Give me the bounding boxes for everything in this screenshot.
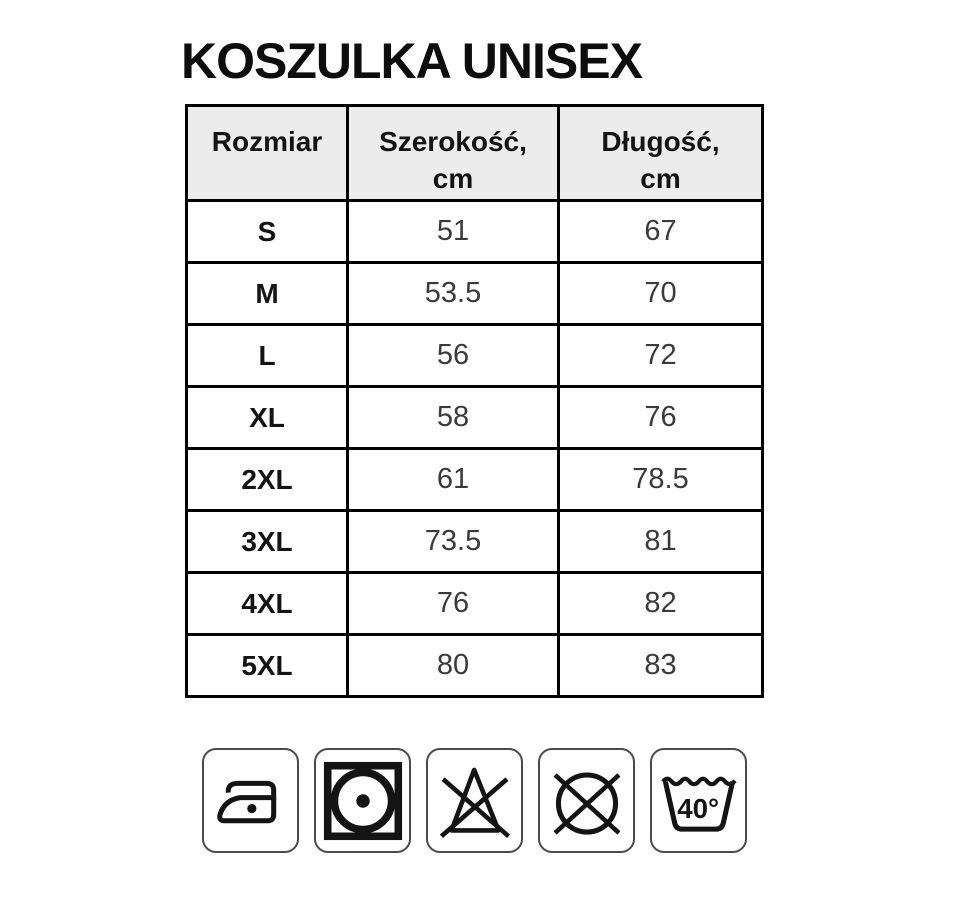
size-cell: L: [187, 325, 348, 387]
width-cell: 61: [348, 449, 559, 511]
length-cell: 67: [559, 201, 763, 263]
do-not-bleach-icon: [433, 756, 517, 846]
length-cell: 82: [559, 573, 763, 635]
header-width-label: Szerokość,: [379, 126, 527, 157]
size-cell: 5XL: [187, 635, 348, 697]
width-cell: 80: [348, 635, 559, 697]
length-cell: 81: [559, 511, 763, 573]
table-row-3xl: [187, 511, 763, 573]
width-cell: 53.5: [348, 263, 559, 325]
size-cell: XL: [187, 387, 348, 449]
header-width-unit: cm: [432, 162, 474, 194]
care-symbol-tumble-dry: [314, 748, 411, 853]
width-cell: 51: [348, 201, 559, 263]
length-cell: 78.5: [559, 449, 763, 511]
table-row-s: [187, 201, 763, 263]
care-symbol-iron: [202, 748, 299, 853]
width-cell: 73.5: [348, 511, 559, 573]
wash-40-icon: [657, 756, 741, 846]
length-cell: 70: [559, 263, 763, 325]
size-table: [185, 104, 764, 698]
header-cell-length: [559, 106, 763, 201]
page-title: KOSZULKA UNISEX: [181, 33, 642, 89]
header-row: [187, 106, 763, 201]
tumble-dry-icon: [321, 756, 405, 846]
header-cell-size: [187, 106, 348, 201]
width-cell: 56: [348, 325, 559, 387]
size-cell: 3XL: [187, 511, 348, 573]
iron-one-dot-icon: [209, 756, 293, 846]
header-size-label: Rozmiar: [211, 126, 323, 157]
header-cell-width: [348, 106, 559, 201]
length-cell: 83: [559, 635, 763, 697]
care-symbol-do-not-bleach: [426, 748, 523, 853]
size-cell: S: [187, 201, 348, 263]
table-row-2xl: [187, 449, 763, 511]
length-cell: 76: [559, 387, 763, 449]
width-cell: 76: [348, 573, 559, 635]
care-symbol-wash-40: [650, 748, 747, 853]
table-row-m: [187, 263, 763, 325]
length-cell: 72: [559, 325, 763, 387]
header-length-unit: cm: [640, 162, 681, 194]
table-row-4xl: [187, 573, 763, 635]
care-symbols-row: [202, 748, 747, 853]
header-length-label: Długość,: [601, 126, 720, 157]
table-row-xl: [187, 387, 763, 449]
size-cell: M: [187, 263, 348, 325]
size-cell: 2XL: [187, 449, 348, 511]
wash-temp-label: 40°: [676, 792, 719, 824]
do-not-dry-clean-icon: [545, 756, 629, 846]
table-row-l: [187, 325, 763, 387]
size-cell: 4XL: [187, 573, 348, 635]
width-cell: 58: [348, 387, 559, 449]
table-row-5xl: [187, 635, 763, 697]
care-symbol-do-not-dry-clean: [538, 748, 635, 853]
